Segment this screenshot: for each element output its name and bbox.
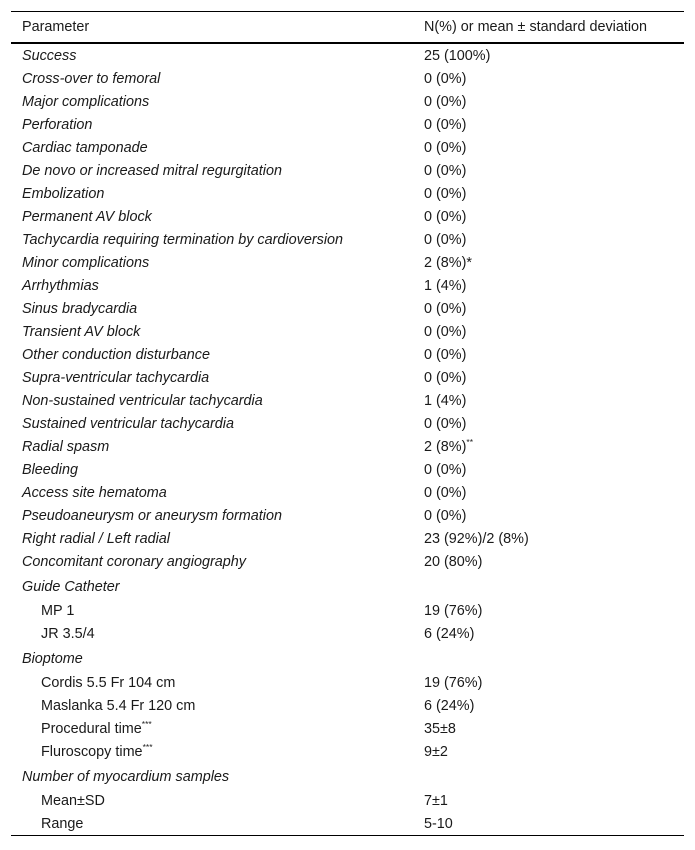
row-value: 0 (0%) <box>424 231 467 248</box>
table-row <box>11 205 684 228</box>
results-table <box>11 11 684 836</box>
row-value: 0 (0%) <box>424 162 467 179</box>
row-label: JR 3.5/4 <box>41 625 95 642</box>
header-parameter: Parameter <box>22 19 90 35</box>
table-row <box>11 622 684 645</box>
row-value: 6 (24%) <box>424 697 475 714</box>
group-label: Guide Catheter <box>22 578 120 595</box>
row-label: Tachycardia requiring termination by cardioversion <box>22 231 344 248</box>
row-label-text: Procedural time <box>41 720 142 737</box>
table-row <box>11 812 684 836</box>
row-label: Major complications <box>22 93 150 110</box>
row-label: Minor complications <box>22 254 150 271</box>
table-row <box>11 504 684 527</box>
row-label: Radial spasm <box>22 438 110 455</box>
table-row <box>11 671 684 694</box>
row-label: Permanent AV block <box>22 208 152 225</box>
row-label <box>11 717 413 740</box>
row-label: Maslanka 5.4 Fr 120 cm <box>41 697 196 714</box>
row-label: Supra-ventricular tachycardia <box>22 369 210 386</box>
table-row <box>11 251 684 274</box>
row-label: Sinus bradycardia <box>22 300 138 317</box>
group-header-row <box>11 763 684 789</box>
table-row <box>11 343 684 366</box>
table-row <box>11 389 684 412</box>
row-label: MP 1 <box>41 602 75 619</box>
table-header-row <box>11 12 684 44</box>
row-value <box>413 435 684 458</box>
table-row <box>11 717 684 740</box>
row-value: 1 (4%) <box>424 392 467 409</box>
row-value: 0 (0%) <box>424 139 467 156</box>
row-label: Mean±SD <box>41 792 105 809</box>
table-row <box>11 113 684 136</box>
header-value: N(%) or mean ± standard deviation <box>424 19 648 35</box>
table-row <box>11 136 684 159</box>
table-row <box>11 67 684 90</box>
row-label: Embolization <box>22 185 105 202</box>
row-label: Cross-over to femoral <box>22 70 161 87</box>
row-value: 0 (0%) <box>424 323 467 340</box>
row-value: 0 (0%) <box>424 461 467 478</box>
row-value: 0 (0%) <box>424 185 467 202</box>
row-value: 9±2 <box>424 743 448 760</box>
table-row <box>11 435 684 458</box>
table-body <box>11 43 684 836</box>
row-label: Transient AV block <box>22 323 141 340</box>
row-value: 1 (4%) <box>424 277 467 294</box>
row-label: Access site hematoma <box>22 484 167 501</box>
row-value: 7±1 <box>424 792 448 809</box>
row-value: 0 (0%) <box>424 93 467 110</box>
footnote-marker: ** <box>466 436 474 447</box>
table-row <box>11 694 684 717</box>
table-row <box>11 527 684 550</box>
row-label: Success <box>22 47 77 64</box>
group-header-row <box>11 573 684 599</box>
row-label: Other conduction disturbance <box>22 346 210 363</box>
footnote-marker: *** <box>142 741 153 752</box>
row-value: 0 (0%) <box>424 507 467 524</box>
group-label: Number of myocardium samples <box>22 768 230 785</box>
row-value: 6 (24%) <box>424 625 475 642</box>
group-label: Bioptome <box>22 650 83 667</box>
row-label: Cordis 5.5 Fr 104 cm <box>41 674 176 691</box>
group-header-row <box>11 645 684 671</box>
footnote-marker: *** <box>141 718 152 729</box>
row-value: 0 (0%) <box>424 300 467 317</box>
row-label-text: Fluroscopy time <box>41 743 143 760</box>
table-row <box>11 599 684 622</box>
row-value: 19 (76%) <box>424 674 483 691</box>
table-row <box>11 228 684 251</box>
row-value: 0 (0%) <box>424 116 467 133</box>
row-label: Bleeding <box>22 461 79 478</box>
row-value: 19 (76%) <box>424 602 483 619</box>
row-label: Cardiac tamponade <box>22 139 148 156</box>
row-value: 20 (80%) <box>424 553 483 570</box>
table-row <box>11 274 684 297</box>
row-label: Perforation <box>22 116 93 133</box>
table-row <box>11 159 684 182</box>
row-label: Concomitant coronary angiography <box>22 553 246 570</box>
row-value: 23 (92%)/2 (8%) <box>424 530 529 547</box>
row-value: 0 (0%) <box>424 369 467 386</box>
row-value: 5-10 <box>424 815 453 832</box>
table-row <box>11 320 684 343</box>
row-label: Pseudoaneurysm or aneurysm formation <box>22 507 282 524</box>
table-row <box>11 481 684 504</box>
table-row <box>11 43 684 67</box>
row-label: Arrhythmias <box>22 277 99 294</box>
row-label: Sustained ventricular tachycardia <box>22 415 234 432</box>
row-label: Right radial / Left radial <box>22 530 170 547</box>
table-row <box>11 90 684 113</box>
table-row <box>11 740 684 763</box>
row-value: 0 (0%) <box>424 346 467 363</box>
results-table-container <box>11 11 684 836</box>
row-value: 0 (0%) <box>424 70 467 87</box>
table-row <box>11 550 684 573</box>
table-row <box>11 458 684 481</box>
row-value: 0 (0%) <box>424 484 467 501</box>
row-label: De novo or increased mitral regurgitation <box>22 162 282 179</box>
row-value: 25 (100%) <box>424 47 491 64</box>
row-value-text: 2 (8%) <box>424 438 467 455</box>
table-row <box>11 297 684 320</box>
table-row <box>11 412 684 435</box>
table-row <box>11 182 684 205</box>
row-label: Range <box>41 815 84 832</box>
table-row <box>11 366 684 389</box>
row-label: Non-sustained ventricular tachycardia <box>22 392 263 409</box>
row-value: 0 (0%) <box>424 415 467 432</box>
row-label <box>11 740 413 763</box>
row-value: 35±8 <box>424 720 456 737</box>
table-row <box>11 789 684 812</box>
row-value: 0 (0%) <box>424 208 467 225</box>
row-value: 2 (8%)* <box>424 254 472 271</box>
